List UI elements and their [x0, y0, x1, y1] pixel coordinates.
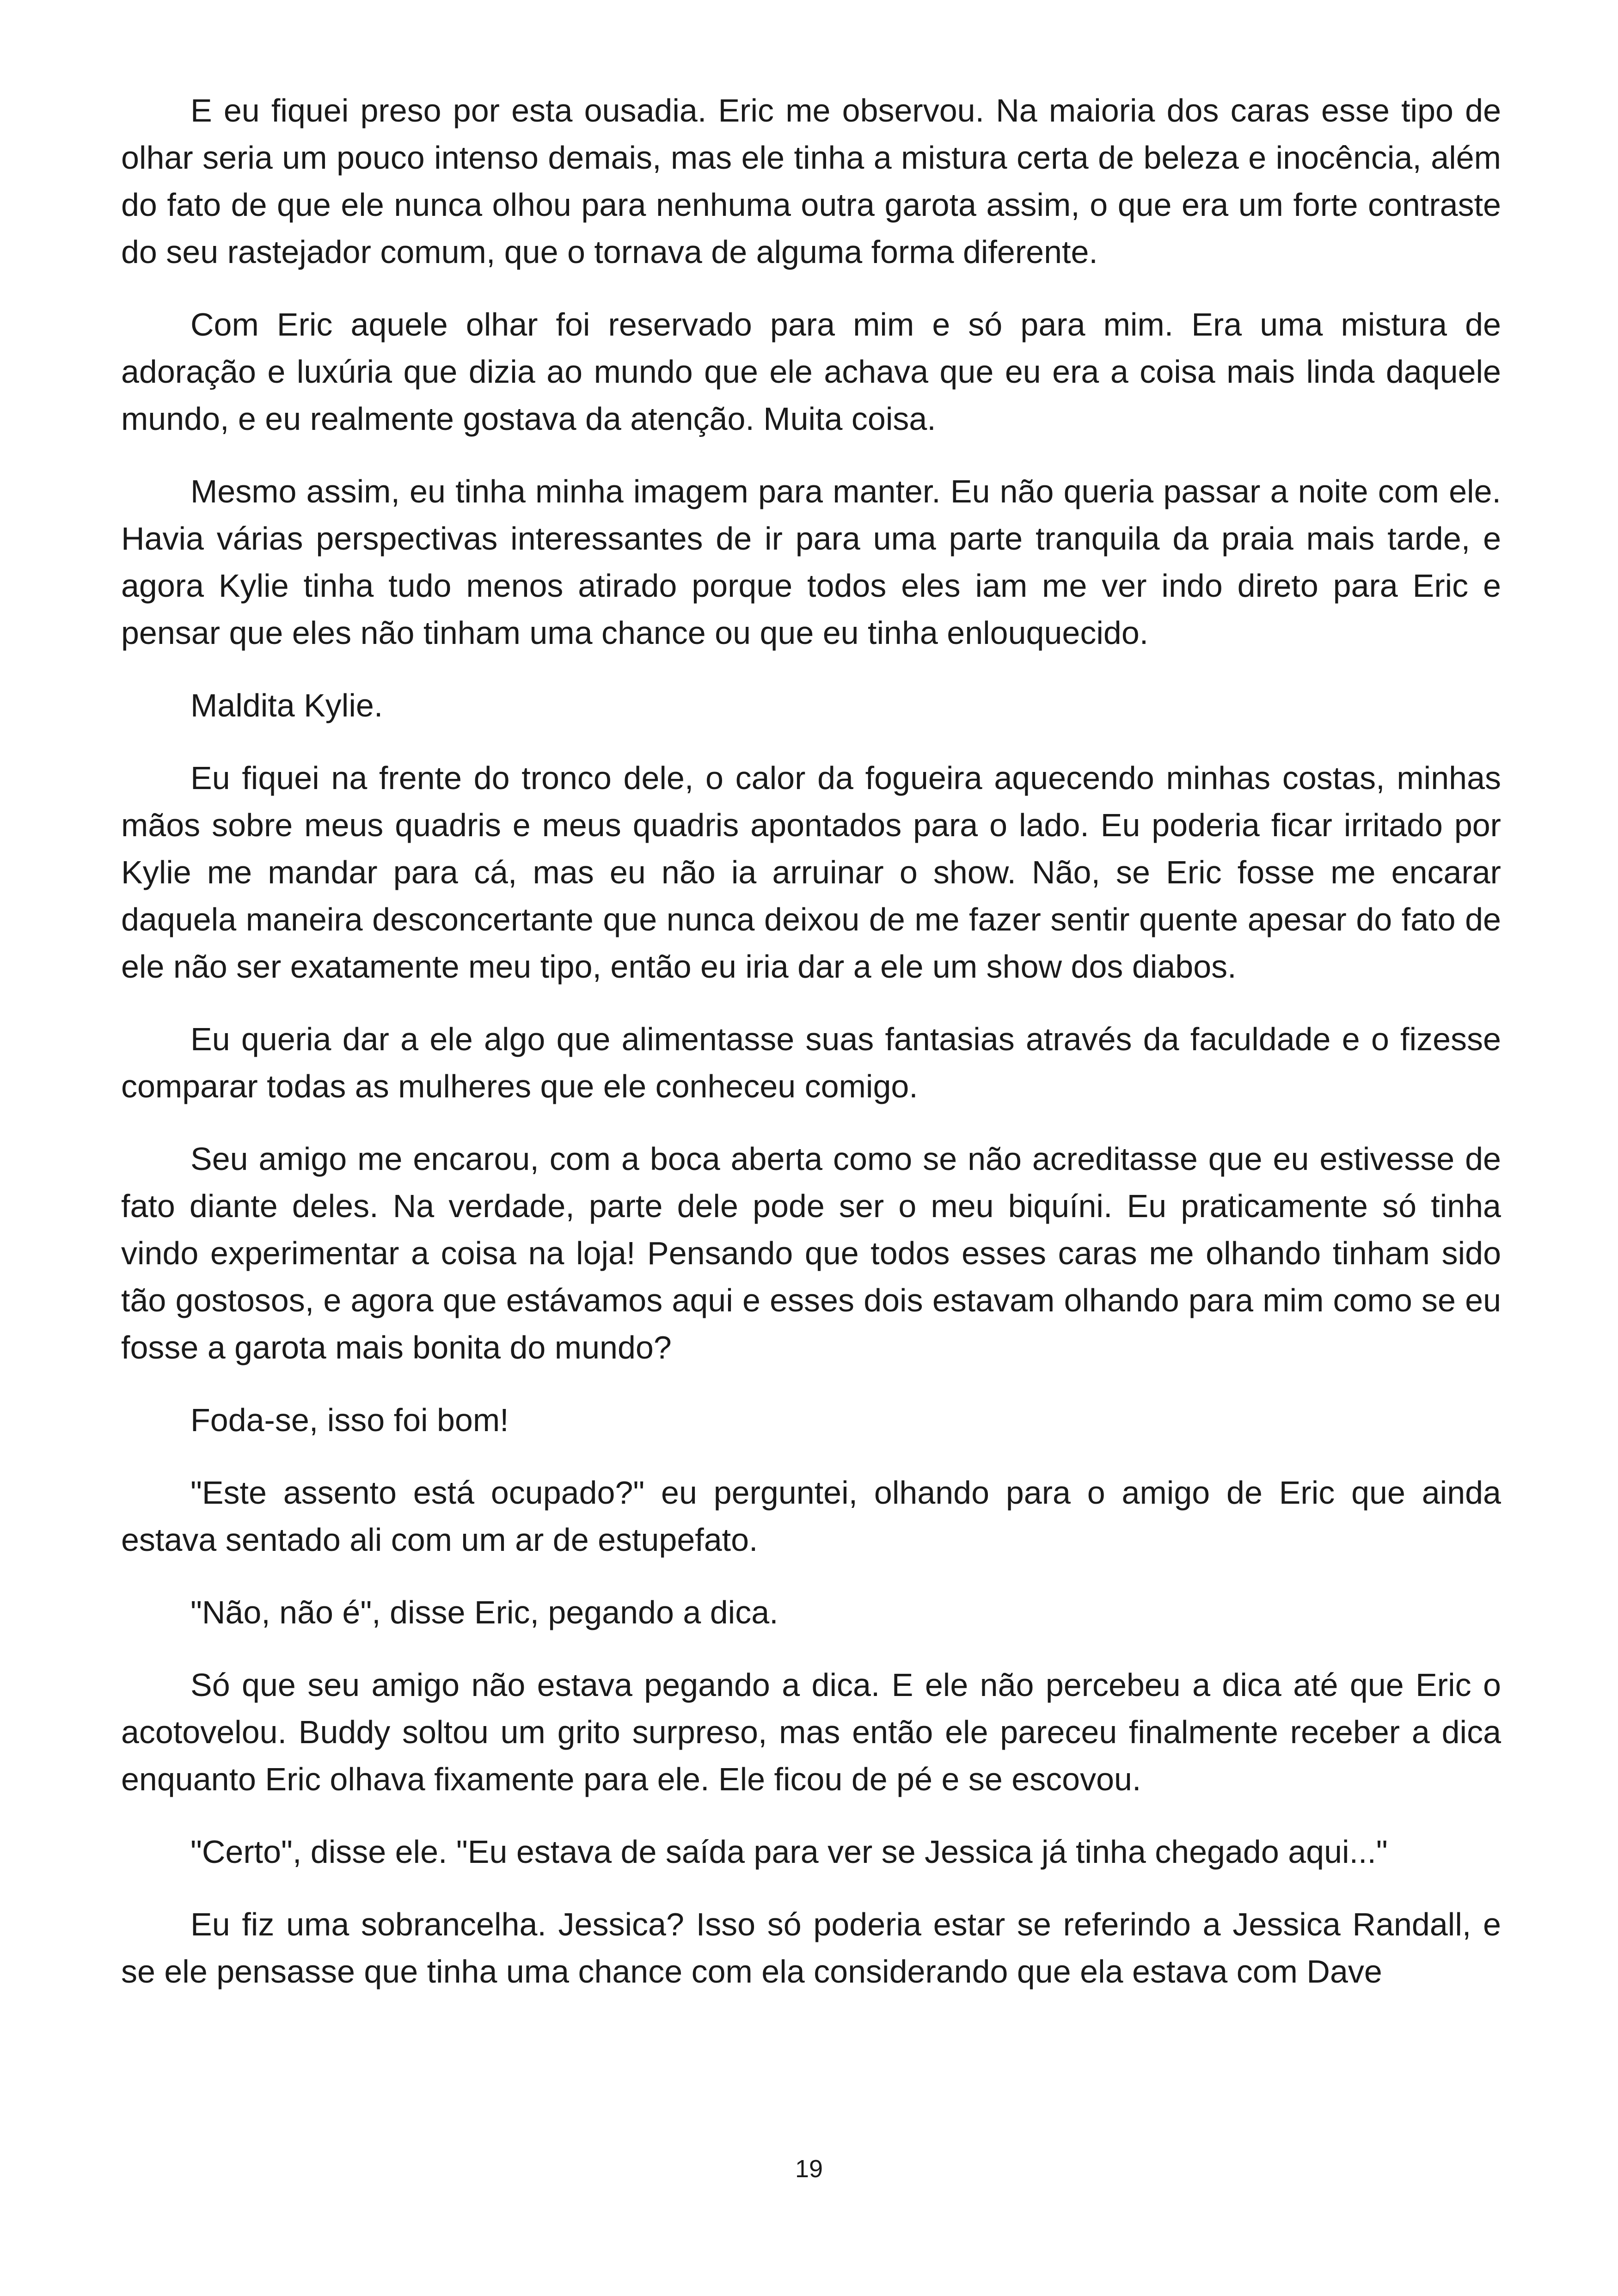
paragraph-3: Mesmo assim, eu tinha minha imagem para manter. Eu não queria passar a noite com ele. Havia várias perspectivas interessantes de ir para uma parte tranquila da praia mais tarde, e agora Kylie tinha tudo menos atirado porque todos eles iam me ver indo direto para Eric e pensar que eles não tinham uma chance ou que eu tinha enlouquecido.	[121, 473, 1501, 651]
paragraph-8: Foda-se, isso foi bom!	[190, 1402, 509, 1438]
paragraph-1: E eu fiquei preso por esta ousadia. Eric me observou. Na maioria dos caras esse tipo de olhar seria um pouco intenso demais, mas ele tinha a mistura certa de beleza e inocência, além do fato de que ele nunca olhou para nenhuma outra garota assim, o que era um forte contraste do seu rastejador comum, que o tornava de alguma forma diferente.	[121, 92, 1501, 270]
paragraph-11: Só que seu amigo não estava pegando a dica. E ele não percebeu a dica até que Eric o acotovelou. Buddy soltou um grito surpreso, mas então ele pareceu finalmente receber a dica enquanto Eric olhava fixamente para ele. Ele ficou de pé e se escovou.	[121, 1667, 1501, 1797]
paragraph-6: Eu queria dar a ele algo que alimentasse suas fantasias através da faculdade e o fizesse comparar todas as mulheres que ele conheceu comigo.	[121, 1021, 1501, 1104]
paragraph-9: "Este assento está ocupado?" eu perguntei, olhando para o amigo de Eric que ainda estava sentado ali com um ar de estupefato.	[121, 1475, 1501, 1558]
document-page	[121, 87, 1501, 2020]
page-number: 19	[795, 2155, 823, 2183]
paragraph-7: Seu amigo me encarou, com a boca aberta como se não acreditasse que eu estivesse de fato diante deles. Na verdade, parte dele pode ser o meu biquíni. Eu praticamente só tinha vindo experimentar a coisa na loja! Pensando que todos esses caras me olhando tinham sido tão gostosos, e agora que estávamos aqui e esses dois estavam olhando para mim como se eu fosse a garota mais bonita do mundo?	[121, 1141, 1501, 1365]
paragraph-10: "Não, não é", disse Eric, pegando a dica.	[190, 1594, 778, 1630]
paragraph-12: "Certo", disse ele. "Eu estava de saída para ver se Jessica já tinha chegado aqui..."	[190, 1834, 1388, 1870]
paragraph-4: Maldita Kylie.	[190, 687, 383, 723]
paragraph-5: Eu fiquei na frente do tronco dele, o calor da fogueira aquecendo minhas costas, minhas mãos sobre meus quadris e meus quadris apontados para o lado. Eu poderia ficar irritado por Kylie me mandar para cá, mas eu não ia arruinar o show. Não, se Eric fosse me encarar daquela maneira desconcertante que nunca deixou de me fazer sentir quente apesar do fato de ele não ser exatamente meu tipo, então eu iria dar a ele um show dos diabos.	[121, 760, 1501, 985]
paragraph-13: Eu fiz uma sobrancelha. Jessica? Isso só poderia estar se referindo a Jessica Randall, e se ele pensasse que tinha uma chance com ela considerando que ela estava com Dave	[121, 1906, 1501, 1990]
paragraph-2: Com Eric aquele olhar foi reservado para mim e só para mim. Era uma mistura de adoração e luxúria que dizia ao mundo que ele achava que eu era a coisa mais linda daquele mundo, e eu realmente gostava da atenção. Muita coisa.	[121, 306, 1501, 437]
